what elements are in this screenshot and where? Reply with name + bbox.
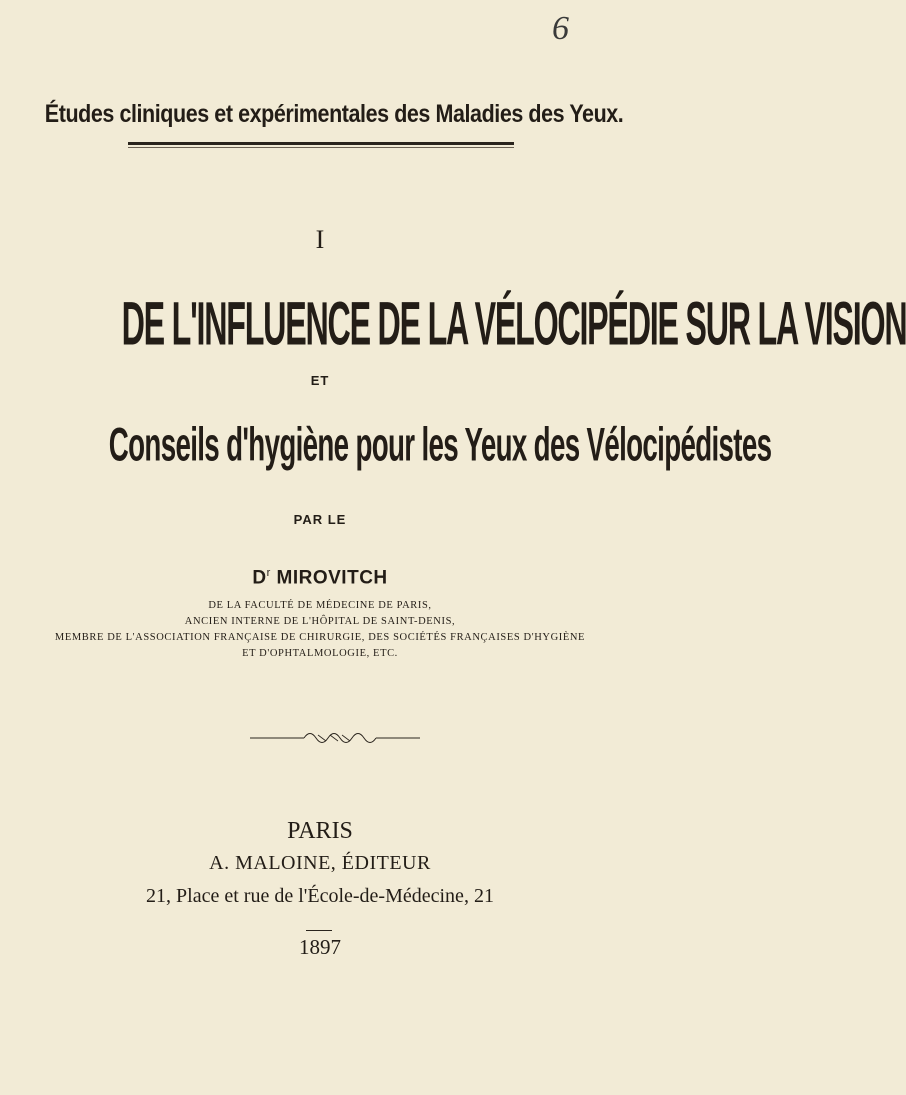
author-name — [0, 567, 640, 589]
by-line: PAR LE — [293, 512, 347, 527]
imprint-publisher: A. MALOINE, ÉDITEUR — [209, 852, 431, 874]
ornament-divider-icon — [0, 728, 640, 748]
corner-mark: 6 — [552, 10, 569, 47]
header-rule — [128, 142, 514, 145]
imprint-year: 1897 — [299, 935, 341, 959]
credential-line: DE LA FACULTÉ DE MÉDECINE DE PARIS, — [208, 600, 432, 611]
conjunction: ET — [310, 373, 330, 388]
credential-line: ANCIEN INTERNE DE L'HÔPITAL DE SAINT-DENIS, — [184, 616, 456, 627]
year-dash — [306, 930, 332, 931]
imprint-address: 21, Place et rue de l'École-de-Médecine, 21 — [146, 885, 494, 907]
subtitle: Conseils d'hygiène pour les Yeux des Vélocipédistes — [108, 418, 772, 471]
author-surname: MIROVITCH — [276, 567, 388, 589]
volume-number: I — [315, 225, 325, 254]
credential-line: MEMBRE DE L'ASSOCIATION FRANÇAISE DE CHIRURGIE, DES SOCIÉTÉS FRANÇAISES D'HYGIÈNE — [54, 632, 586, 643]
header-rule-thin — [128, 147, 514, 148]
credential-line: ET D'OPHTALMOLOGIE, ETC. — [242, 648, 398, 659]
main-title: DE L'INFLUENCE DE LA VÉLOCIPÉDIE SUR LA VISION — [121, 290, 906, 359]
imprint-city: PARIS — [287, 818, 353, 844]
author-prefix-sup: r — [266, 567, 271, 579]
series-title: Études cliniques et expérimentales des Maladies des Yeux. — [44, 100, 624, 128]
author-prefix: D — [252, 567, 267, 589]
